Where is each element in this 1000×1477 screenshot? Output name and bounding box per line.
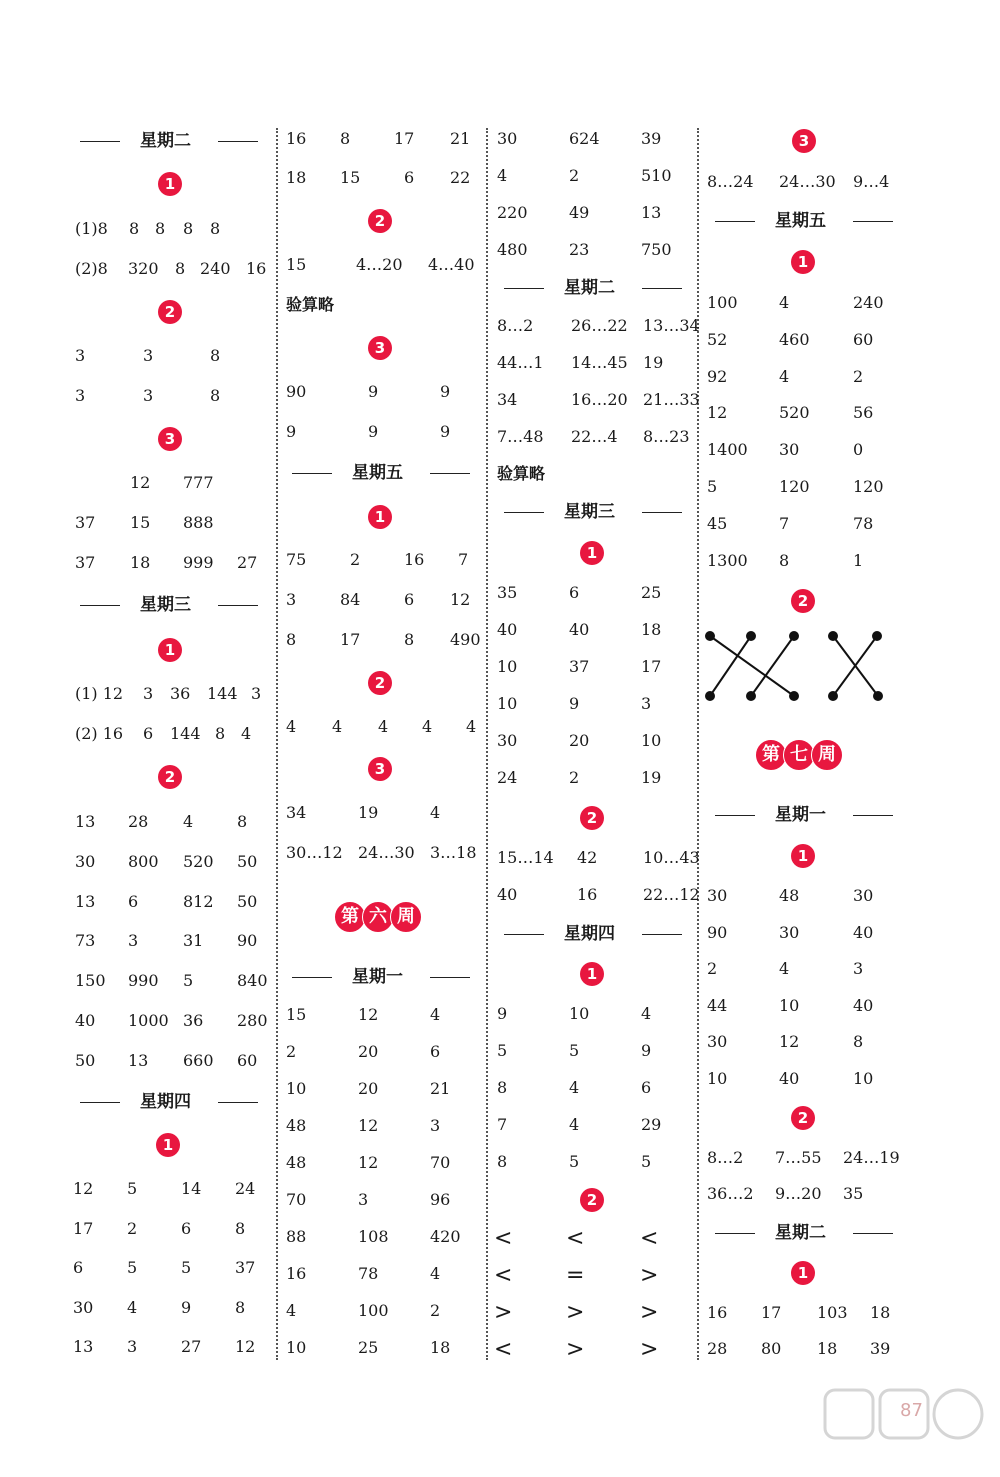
answer-cell: 7…48	[497, 427, 544, 446]
section-badge: 2	[791, 1106, 815, 1130]
day-heading	[504, 919, 684, 949]
day-heading	[715, 206, 895, 236]
answer-cell: 44	[707, 995, 728, 1015]
answer-cell: 7	[779, 513, 790, 533]
answer-cell: 10	[853, 1069, 874, 1088]
answer-cell: 19	[641, 768, 662, 787]
section-badge: 2	[158, 765, 182, 789]
answer-cell: 4	[779, 959, 790, 979]
answer-cell: 3	[853, 959, 864, 979]
answer-cell: 120	[779, 477, 810, 496]
answer-cell: 17	[761, 1303, 782, 1322]
day-heading-text: 星期一	[775, 805, 826, 825]
answer-cell: 39	[870, 1339, 891, 1358]
section-badge: 1	[368, 505, 392, 529]
answer-cell: 3	[358, 1190, 369, 1209]
answer-cell: 16	[707, 1303, 728, 1322]
column-4: 3 8…24 24…30 9…4 星期五 1 100 4 240 52 460 60 92 4 2 12 520 56 1400 30 0 5 120 120 45 7 78 1300 8 1 2 第 七 周 星期一 1 30 48 30 90 30 40 2 4 3 44 10 40 30 12 8 10 40 10 2 8…2 7…55 24…19 36…2 9…20 35 星期二 1 16 17 103 18 28 80 18 39	[697, 0, 1000, 1477]
answer-cell: 2	[569, 166, 580, 185]
answer-cell: 812	[183, 891, 214, 911]
day-heading-text: 星期二	[564, 278, 615, 298]
day-heading	[292, 458, 472, 488]
answer-cell: 9	[181, 1297, 192, 1317]
answer-cell: 37	[235, 1258, 256, 1278]
answer-cell: 14…45	[571, 353, 628, 372]
answer-cell: 36…2	[707, 1184, 754, 1203]
day-heading	[80, 126, 260, 156]
answer-cell: 50	[75, 1050, 96, 1070]
answer-cell: 8…23	[643, 427, 690, 446]
answer-cell: 5	[181, 1258, 192, 1278]
answer-cell: 4	[183, 812, 194, 831]
answer-cell: 13…34	[643, 316, 700, 335]
section-badge: 2	[791, 589, 815, 613]
answer-cell: 10	[707, 1069, 728, 1088]
day-heading-text: 星期二	[140, 131, 191, 151]
section-badge: 3	[792, 129, 816, 153]
day-heading	[292, 962, 472, 992]
answer-cell: 2	[430, 1301, 441, 1320]
section-badge: 2	[368, 209, 392, 233]
answer-cell: <	[566, 1226, 585, 1251]
note-text: 验算略	[497, 464, 546, 483]
answer-cell: 30	[497, 129, 518, 148]
answer-cell: 800	[128, 851, 159, 871]
page-number: 87	[900, 1400, 923, 1421]
answer-cell: 29	[641, 1115, 662, 1134]
answer-cell: 30	[497, 731, 518, 750]
answer-cell: 520	[183, 851, 214, 871]
answer-cell: 44…1	[497, 353, 544, 372]
answer-cell: 17	[641, 657, 662, 676]
answer-cell: 22…12	[643, 885, 700, 904]
answer-cell: 48	[286, 1116, 307, 1135]
section-badge: 1	[156, 1133, 180, 1157]
answer-cell: 120	[853, 477, 884, 496]
answer-cell: 40	[569, 620, 590, 639]
answer-cell: 49	[569, 203, 590, 222]
answer-cell: 60	[853, 329, 874, 349]
answer-cell: 40	[779, 1069, 800, 1088]
answer-cell: 30	[707, 1032, 728, 1052]
answer-cell: 5	[641, 1152, 652, 1171]
answer-cell: 2	[707, 959, 718, 979]
answer-cell: 3	[430, 1116, 441, 1135]
answer-cell: 510	[641, 166, 672, 185]
answer-cell: 8…2	[707, 1148, 744, 1167]
answer-cell: 6	[73, 1258, 84, 1278]
day-heading	[504, 497, 684, 527]
answer-cell: 12	[73, 1179, 94, 1198]
answer-cell: 24…19	[843, 1148, 900, 1167]
section-badge: 3	[368, 757, 392, 781]
answer-cell: 5	[569, 1041, 580, 1060]
answer-cell: 13	[75, 891, 96, 911]
answer-cell: 2	[853, 366, 864, 386]
answer-cell: 30	[779, 440, 800, 460]
answer-cell: 5	[569, 1152, 580, 1171]
answer-cell: 6	[430, 1042, 441, 1061]
answer-cell: 990	[128, 971, 159, 991]
answer-cell: 10	[779, 995, 800, 1015]
answer-cell: 78	[358, 1264, 379, 1283]
answer-cell: 40	[497, 620, 518, 639]
answer-cell: 30	[707, 886, 728, 905]
answer-cell: 4	[497, 166, 508, 185]
answer-cell: 150	[75, 971, 106, 991]
answer-cell: 8	[235, 1297, 246, 1317]
answer-cell: 16	[286, 1264, 307, 1283]
section-badge: 1	[580, 962, 604, 986]
section-badge: 1	[791, 1261, 815, 1285]
answer-cell: 9…20	[775, 1184, 822, 1203]
answer-cell: <	[494, 1263, 513, 1288]
answer-cell: 100	[358, 1301, 389, 1320]
answer-cell: 17	[73, 1218, 94, 1238]
day-heading-text: 星期四	[140, 1092, 191, 1112]
answer-cell: 30	[779, 922, 800, 942]
answer-cell: 8	[237, 812, 248, 831]
answer-cell: 20	[358, 1079, 379, 1098]
answer-cell: 20	[358, 1042, 379, 1061]
answer-cell: 12	[358, 1153, 379, 1172]
answer-cell: 8	[779, 550, 790, 570]
answer-cell: 5	[127, 1258, 138, 1278]
answer-cell: 15	[286, 1005, 307, 1024]
section-badge: 1	[791, 844, 815, 868]
answer-cell: 2	[569, 768, 580, 787]
answer-cell: >	[640, 1337, 659, 1362]
answer-cell: 12	[707, 403, 728, 423]
day-heading-text: 星期三	[564, 502, 615, 522]
answer-cell: 10	[641, 731, 662, 750]
answer-cell: 108	[358, 1227, 389, 1246]
section-badge: 3	[368, 336, 392, 360]
answer-cell: 60	[237, 1050, 258, 1070]
answer-cell: 840	[237, 971, 268, 991]
answer-cell: 70	[286, 1190, 307, 1209]
answer-cell: 27	[181, 1337, 202, 1357]
column-2: 16 8 17 21 18 15 6 22 2 15 4…20 4…40 验算略 3 90 9 9 9 9 9 星期五 1 75 2 16 7 3 84 6 12 8 17 8 490 2 4 4 4 4 4 3 34 19 4 30…12 24…30 3…18 第 六 周 星期一 15 12 4 2 20 6 10 20 21 48 12 3 48 12 70 70 3 96 88 108 420 16 78 4 4 100 2 10 25 18	[276, 0, 486, 1477]
section-badge: 2	[580, 1188, 604, 1212]
answer-cell: >	[494, 1300, 513, 1325]
answer-cell: 5	[183, 971, 194, 991]
answer-cell: >	[566, 1300, 585, 1325]
answer-cell: 520	[779, 403, 810, 423]
answer-cell: >	[640, 1300, 659, 1325]
answer-cell: 30	[75, 851, 96, 871]
answer-cell: 9	[641, 1041, 652, 1060]
answer-cell: 4	[430, 1264, 441, 1283]
answer-cell: 22…4	[571, 427, 618, 446]
day-heading	[715, 800, 895, 830]
answer-cell: 220	[497, 203, 528, 222]
answer-cell: 13	[641, 203, 662, 222]
section-badge: 3	[158, 427, 182, 451]
answer-cell: 624	[569, 129, 600, 148]
answer-cell: 31	[183, 931, 204, 951]
answer-cell: 80	[761, 1339, 782, 1358]
section-badge: 2	[158, 300, 182, 324]
answer-cell: 16…20	[571, 390, 628, 409]
day-heading-text: 星期一	[352, 967, 403, 987]
answer-cell: 5	[497, 1041, 508, 1060]
answer-cell: 0	[853, 440, 864, 460]
section-badge: 1	[580, 541, 604, 565]
answer-cell: 420	[430, 1227, 461, 1246]
answer-cell: 8	[235, 1218, 246, 1238]
answer-cell: 35	[843, 1184, 864, 1203]
day-heading-text: 星期四	[564, 924, 615, 944]
answer-cell: 28	[128, 812, 149, 831]
answer-cell: 1	[853, 550, 864, 570]
answer-cell: 18	[870, 1303, 891, 1322]
answer-cell: 13	[128, 1050, 149, 1070]
answer-cell: 10	[286, 1079, 307, 1098]
answer-cell: 4	[779, 366, 790, 386]
answer-cell: 15…14	[497, 848, 554, 867]
watermark-logo	[820, 1385, 990, 1470]
answer-cell: 10	[497, 694, 518, 713]
answer-cell: 48	[779, 886, 800, 905]
answer-cell: 103	[817, 1303, 848, 1322]
answer-cell: 6	[641, 1078, 652, 1097]
answer-cell: 10	[286, 1338, 307, 1357]
column-1: 星期二 1 (1)8 8 8 8 8 (2)8 320 8 240 16 2 3 3 8 3 3 8 3 12 777 37 15 888 37 18 999 27 星期三 1 (1) 12 3 36 144 3 (2) 16 6 144 8 4 2 13 28 4 8 30 800 520 50 13 6 812 50 73 3 31 90 150 990 5 840 40 1000 36 280 50 13 660 60 星期四 1 12 5 14 24 17 2 6 8 6 5 5 37 30 4 9 8 13 3 27 12	[0, 0, 276, 1477]
day-heading-text: 星期三	[140, 595, 191, 615]
answer-cell: 90	[237, 931, 258, 951]
answer-cell: 19	[643, 353, 664, 372]
week-title: 第 六 周	[334, 901, 418, 933]
answer-cell: 240	[853, 293, 884, 312]
answer-cell: >	[640, 1263, 659, 1288]
answer-cell: 5	[707, 477, 718, 496]
answer-cell: 7…55	[775, 1148, 822, 1167]
day-heading	[80, 590, 260, 620]
answer-cell: 6	[128, 891, 139, 911]
answer-cell: 8	[497, 1152, 508, 1171]
answer-cell: 660	[183, 1050, 214, 1070]
answer-cell: 460	[779, 329, 810, 349]
answer-cell: 24	[235, 1179, 256, 1198]
answer-cell: 50	[237, 851, 258, 871]
answer-cell: 52	[707, 329, 728, 349]
answer-cell: 40	[853, 995, 874, 1015]
answer-cell: 14	[181, 1179, 202, 1198]
answer-cell: 39	[641, 129, 662, 148]
answer-cell: 37	[569, 657, 590, 676]
answer-cell: <	[494, 1226, 513, 1251]
answer-cell: 12	[358, 1005, 379, 1024]
answer-cell: 3	[127, 1337, 138, 1357]
answer-cell: 73	[75, 931, 96, 951]
answer-cell: 92	[707, 366, 728, 386]
answer-cell: 18	[817, 1339, 838, 1358]
answer-cell: 50	[237, 891, 258, 911]
answer-cell: 20	[569, 731, 590, 750]
answer-cell: 1300	[707, 550, 748, 570]
answer-cell: 480	[497, 240, 528, 259]
answer-cell: <	[494, 1337, 513, 1362]
answer-cell: 36	[183, 1011, 204, 1030]
answer-cell: 35	[497, 583, 518, 602]
section-badge: 2	[368, 671, 392, 695]
answer-cell: 7	[497, 1115, 508, 1134]
answer-cell: 12	[779, 1032, 800, 1052]
answer-cell: 13	[73, 1337, 94, 1357]
answer-cell: 4	[779, 293, 790, 312]
answer-cell: 70	[430, 1153, 451, 1172]
answer-cell: 10	[497, 657, 518, 676]
note-text: 验算略	[286, 295, 335, 314]
day-heading-text: 星期五	[775, 211, 826, 231]
answer-cell: 56	[853, 403, 874, 423]
answer-cell: 9	[497, 1004, 508, 1023]
answer-cell: 10…43	[643, 848, 700, 867]
answer-cell: 8…2	[497, 316, 534, 335]
answer-cell: 100	[707, 293, 738, 312]
day-heading-text: 星期五	[352, 463, 403, 483]
answer-cell: 18	[430, 1338, 451, 1357]
week-title: 第 七 周	[755, 739, 839, 771]
day-heading	[715, 1218, 895, 1248]
answer-cell: 4	[641, 1004, 652, 1023]
answer-cell: 26…22	[571, 316, 628, 335]
answer-cell: 16	[577, 885, 598, 904]
answer-cell: 21	[430, 1079, 451, 1098]
column-3	[486, 0, 700, 1477]
answer-cell: 90	[707, 922, 728, 942]
answer-cell: >	[566, 1337, 585, 1362]
answer-cell: 78	[853, 513, 874, 533]
answer-cell: 12	[235, 1337, 256, 1357]
answer-cell: 12	[358, 1116, 379, 1135]
answer-cell: 40	[497, 885, 518, 904]
day-heading-text: 星期二	[775, 1223, 826, 1243]
answer-cell: 21…33	[643, 390, 700, 409]
answer-cell: 23	[569, 240, 590, 259]
answer-cell: 1000	[128, 1011, 169, 1030]
answer-cell: 1400	[707, 440, 748, 460]
answer-cell: 24	[497, 768, 518, 787]
answer-cell: 42	[577, 848, 598, 867]
answer-cell: 25	[358, 1338, 379, 1357]
answer-cell: 30	[73, 1297, 94, 1317]
answer-cell: 18	[641, 620, 662, 639]
day-heading	[80, 1087, 260, 1117]
answer-cell: 4	[569, 1115, 580, 1134]
answer-cell: 13	[75, 812, 96, 831]
answer-cell: 280	[237, 1011, 268, 1030]
answer-cell: 25	[641, 583, 662, 602]
answer-cell: 2	[127, 1218, 138, 1238]
answer-cell: =	[566, 1263, 585, 1288]
section-badge: 1	[158, 172, 182, 196]
answer-cell: 5	[127, 1179, 138, 1198]
answer-cell: 3	[641, 694, 652, 713]
answer-cell: 10	[569, 1004, 590, 1023]
section-badge: 1	[791, 250, 815, 274]
answer-cell: 40	[75, 1011, 96, 1030]
answer-cell: 30	[853, 886, 874, 905]
answer-cell: 45	[707, 513, 728, 533]
day-heading	[504, 273, 684, 303]
answer-cell: 4	[127, 1297, 138, 1317]
answer-cell: 4	[569, 1078, 580, 1097]
answer-cell: 88	[286, 1227, 307, 1246]
answer-cell: 2	[286, 1042, 297, 1061]
matching-lines	[697, 625, 897, 710]
answer-cell: 8	[853, 1032, 864, 1052]
answer-cell: 3	[128, 931, 139, 951]
answer-cell: 96	[430, 1190, 451, 1209]
answer-cell: 4	[286, 1301, 297, 1320]
answer-cell: 4	[430, 1005, 441, 1024]
answer-cell: 8	[497, 1078, 508, 1097]
answer-cell: 48	[286, 1153, 307, 1172]
section-badge: 1	[158, 638, 182, 662]
answer-cell: 6	[569, 583, 580, 602]
section-badge: 2	[580, 806, 604, 830]
answer-cell: 750	[641, 240, 672, 259]
answer-cell: 34	[497, 390, 518, 409]
answer-cell: 40	[853, 922, 874, 942]
answer-cell: 28	[707, 1339, 728, 1358]
answer-cell: 9	[569, 694, 580, 713]
answer-cell: <	[640, 1226, 659, 1251]
answer-cell: 6	[181, 1218, 192, 1238]
